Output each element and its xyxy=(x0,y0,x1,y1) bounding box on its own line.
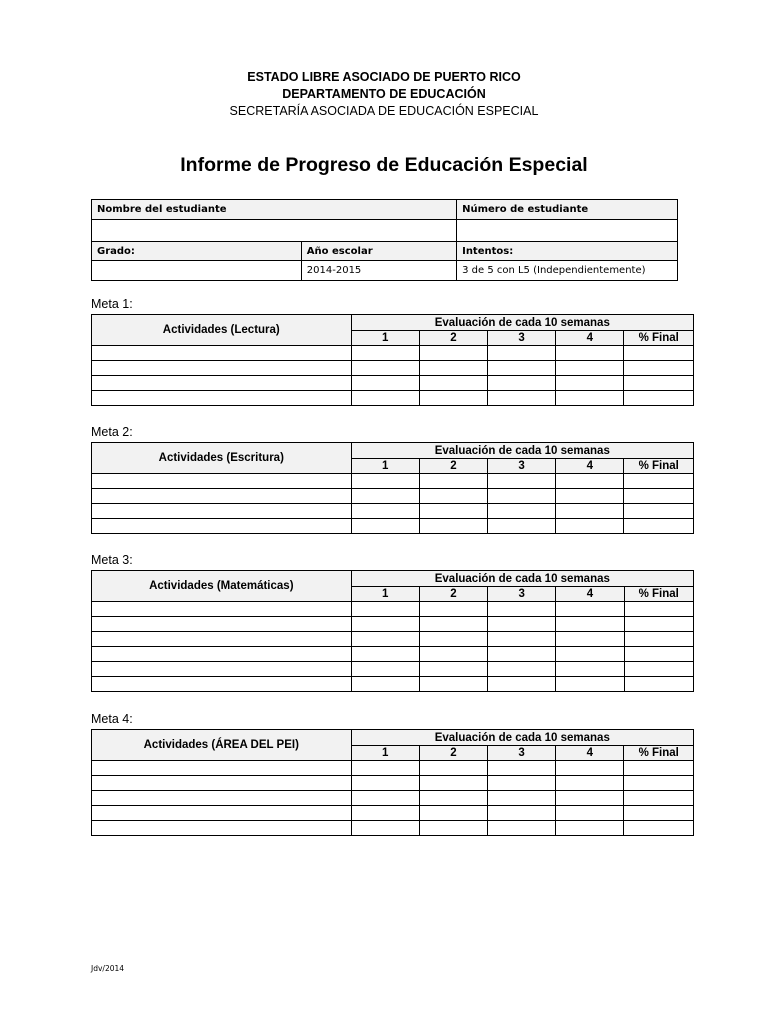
goal-2-table xyxy=(91,442,694,534)
table-row[interactable] xyxy=(92,776,694,791)
table-row[interactable] xyxy=(92,761,694,776)
student-number-label: Número de estudiante xyxy=(457,200,678,220)
goal-4-table xyxy=(91,729,694,836)
goal-1-label: Meta 1: xyxy=(91,297,133,311)
goal-1-evaluation-header: Evaluación de cada 10 semanas xyxy=(351,315,693,331)
school-year-field[interactable]: 2014-2015 xyxy=(301,261,456,281)
table-row[interactable] xyxy=(92,602,694,617)
goal-1-col-4: 4 xyxy=(556,331,624,346)
table-row[interactable] xyxy=(92,474,694,489)
table-row[interactable] xyxy=(92,519,694,534)
table-row[interactable] xyxy=(92,677,694,692)
student-name-field[interactable] xyxy=(92,220,457,242)
goal-2-col-final: % Final xyxy=(624,459,694,474)
grade-field[interactable] xyxy=(92,261,302,281)
goal-2-col-4: 4 xyxy=(556,459,624,474)
goal-1-col-3: 3 xyxy=(488,331,556,346)
table-row[interactable] xyxy=(92,489,694,504)
header-line-3: SECRETARÍA ASOCIADA DE EDUCACIÓN ESPECIAL xyxy=(229,104,539,118)
goal-2-col-3: 3 xyxy=(488,459,556,474)
goal-3-col-2: 2 xyxy=(419,587,487,602)
table-row[interactable] xyxy=(92,391,694,406)
goal-4-evaluation-header: Evaluación de cada 10 semanas xyxy=(351,730,693,746)
goal-4-col-3: 3 xyxy=(488,746,556,761)
goal-3-col-4: 4 xyxy=(556,587,624,602)
goal-4-col-1: 1 xyxy=(351,746,419,761)
table-row[interactable] xyxy=(92,632,694,647)
student-number-field[interactable] xyxy=(457,220,678,242)
goal-3-evaluation-header: Evaluación de cada 10 semanas xyxy=(351,571,693,587)
goal-2-evaluation-header: Evaluación de cada 10 semanas xyxy=(351,443,693,459)
page-title: Informe de Progreso de Educación Especial xyxy=(180,154,588,176)
header-line-2: DEPARTAMENTO DE EDUCACIÓN xyxy=(282,87,486,101)
goal-1-activity-header: Actividades (Lectura) xyxy=(92,315,352,346)
goal-4-col-2: 2 xyxy=(419,746,487,761)
goal-1-table xyxy=(91,314,694,406)
goal-1-col-2: 2 xyxy=(419,331,487,346)
goal-2-col-1: 1 xyxy=(351,459,419,474)
grade-label: Grado: xyxy=(92,242,302,261)
table-row[interactable] xyxy=(92,346,694,361)
goal-3-col-3: 3 xyxy=(488,587,556,602)
goal-1-col-1: 1 xyxy=(351,331,419,346)
goal-4-col-4: 4 xyxy=(556,746,624,761)
table-row[interactable] xyxy=(92,361,694,376)
goal-4-label: Meta 4: xyxy=(91,712,133,726)
table-row[interactable] xyxy=(92,647,694,662)
table-row[interactable] xyxy=(92,504,694,519)
goal-2-label: Meta 2: xyxy=(91,425,133,439)
school-year-label: Año escolar xyxy=(301,242,456,261)
goal-4-activity-header: Actividades (ÁREA DEL PEI) xyxy=(92,730,352,761)
footer-note: Jdv/2014 xyxy=(91,964,125,973)
table-row[interactable] xyxy=(92,662,694,677)
goal-3-table xyxy=(91,570,694,692)
goal-3-col-final: % Final xyxy=(624,587,694,602)
student-info-table xyxy=(91,199,678,281)
goal-1-col-final: % Final xyxy=(624,331,694,346)
table-row[interactable] xyxy=(92,617,694,632)
table-row[interactable] xyxy=(92,806,694,821)
student-name-label: Nombre del estudiante xyxy=(92,200,457,220)
table-row[interactable] xyxy=(92,376,694,391)
goal-3-activity-header: Actividades (Matemáticas) xyxy=(92,571,352,602)
attempts-label: Intentos: xyxy=(457,242,678,261)
goal-2-activity-header: Actividades (Escritura) xyxy=(92,443,352,474)
attempts-field[interactable]: 3 de 5 con L5 (Independientemente) xyxy=(457,261,678,281)
goal-4-col-final: % Final xyxy=(624,746,694,761)
header-line-1: ESTADO LIBRE ASOCIADO DE PUERTO RICO xyxy=(247,70,521,84)
goal-2-col-2: 2 xyxy=(419,459,487,474)
goal-3-col-1: 1 xyxy=(351,587,419,602)
table-row[interactable] xyxy=(92,791,694,806)
goal-3-label: Meta 3: xyxy=(91,553,133,567)
table-row[interactable] xyxy=(92,821,694,836)
